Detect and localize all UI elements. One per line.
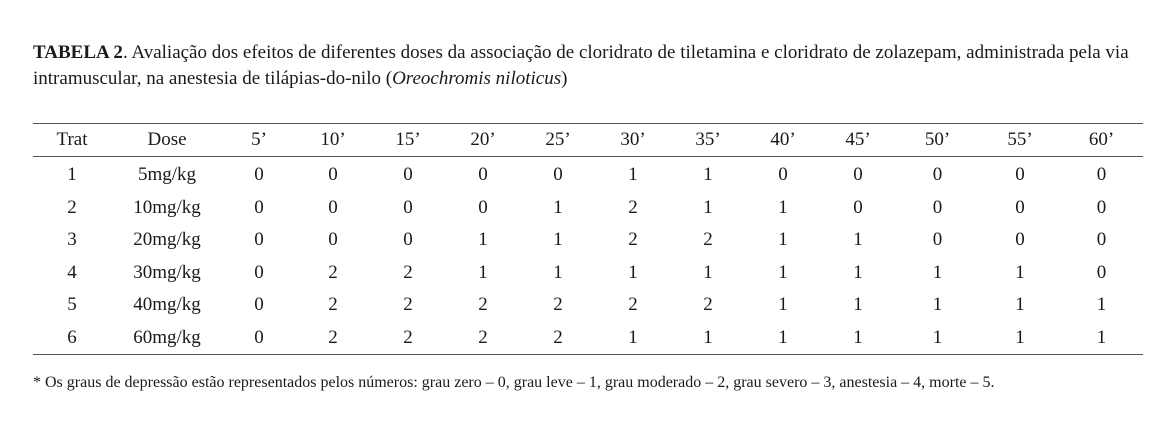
column-header: 30’ [620, 129, 646, 150]
table-cell: 1 [67, 164, 77, 186]
table-cell: 1 [1096, 326, 1107, 348]
table-cell: 0 [932, 196, 943, 218]
table-cell: 1 [628, 326, 638, 348]
column-header: 40’ [770, 129, 796, 150]
table-cell: 2 [478, 294, 488, 316]
table-cell: 0 [254, 196, 264, 218]
table-cell: 5mg/kg [137, 164, 197, 186]
table-cell: 0 [254, 229, 264, 251]
table-cell: 2 [328, 326, 338, 348]
table-cell: 2 [478, 326, 488, 348]
table-cell: 0 [1096, 196, 1107, 218]
table-caption [33, 40, 1153, 92]
data-table [33, 123, 1143, 355]
table-cell: 1 [1015, 261, 1025, 283]
table-cell: 0 [1015, 229, 1025, 251]
table-cell: 2 [703, 229, 713, 251]
table-cell: 0 [1096, 229, 1107, 251]
table-cell: 1 [853, 294, 863, 316]
column-header: 10’ [320, 129, 346, 150]
table-row [33, 224, 1143, 257]
table-cell: 0 [478, 196, 488, 218]
table-cell: 0 [328, 229, 338, 251]
table-cell: 0 [932, 164, 943, 186]
table-cell: 1 [932, 261, 943, 283]
table-cell: 2 [553, 326, 563, 348]
table-cell: 0 [1015, 164, 1025, 186]
table-cell: 0 [403, 164, 413, 186]
table-row [33, 192, 1143, 225]
table-cell: 30mg/kg [133, 261, 201, 283]
column-header: 45’ [845, 129, 871, 150]
table-cell: 0 [1096, 164, 1107, 186]
table-cell: 1 [478, 229, 488, 251]
table-cell: 5 [67, 294, 77, 316]
table-header [33, 124, 1143, 157]
table-cell: 2 [328, 294, 338, 316]
header-row [33, 124, 1143, 157]
table-cell: 0 [328, 164, 338, 186]
table-cell: 0 [553, 164, 563, 186]
table-cell: 1 [703, 196, 713, 218]
caption-text: . Avaliação dos efeitos de diferentes doses da associação de cloridrato de tiletamina e cloridrato de zolazepam, administrada pela via intramuscular, na anestesia de tilápias-do-nilo ( [33, 42, 1129, 89]
table-cell: 2 [328, 261, 338, 283]
table-cell: 1 [478, 261, 488, 283]
caption-label: TABELA 2 [33, 42, 123, 63]
column-header: 55’ [1007, 129, 1033, 150]
table-cell: 1 [778, 229, 788, 251]
table-cell: 20mg/kg [133, 229, 201, 251]
table-cell: 1 [932, 326, 943, 348]
table-cell: 40mg/kg [133, 294, 201, 316]
table-row [33, 289, 1143, 322]
table-cell: 1 [853, 261, 863, 283]
table-row [33, 257, 1143, 290]
table-cell: 2 [403, 294, 413, 316]
caption-species: Oreochromis niloticus [392, 68, 562, 89]
table-cell: 0 [932, 229, 943, 251]
footnote: * Os graus de depressão estão representados pelos números: grau zero – 0, grau leve – 1, grau moderado – 2, grau severo – 3, anestesia – 4, morte – 5. [33, 374, 995, 391]
table-cell: 1 [778, 326, 788, 348]
table-cell: 0 [478, 164, 488, 186]
table-cell: 1 [1015, 294, 1025, 316]
table-body [33, 157, 1143, 355]
column-header: 50’ [924, 129, 951, 150]
table-cell: 1 [1015, 326, 1025, 348]
table-cell: 0 [403, 196, 413, 218]
column-header: 35’ [695, 129, 721, 150]
table-row [33, 157, 1143, 192]
table-cell: 1 [853, 326, 863, 348]
column-header: 15’ [395, 129, 421, 150]
table-cell: 1 [703, 261, 713, 283]
column-header: 5’ [251, 129, 267, 150]
table-cell: 0 [254, 294, 264, 316]
table-cell: 1 [778, 261, 788, 283]
table-cell: 0 [853, 196, 863, 218]
table-cell: 10mg/kg [133, 196, 201, 218]
table-cell: 2 [67, 196, 77, 218]
column-header: Dose [147, 129, 187, 150]
table-cell: 0 [254, 261, 264, 283]
table-cell: 1 [553, 261, 563, 283]
table-cell: 1 [778, 294, 788, 316]
table-cell: 4 [67, 261, 77, 283]
column-header: Trat [56, 129, 88, 150]
table-cell: 1 [853, 229, 863, 251]
table-cell: 0 [254, 326, 264, 348]
table-cell: 2 [628, 294, 638, 316]
table-cell: 1 [553, 196, 563, 218]
table-cell: 0 [1096, 261, 1107, 283]
table-cell: 0 [853, 164, 863, 186]
table-cell: 2 [553, 294, 563, 316]
table-cell: 3 [67, 229, 77, 251]
table-cell: 1 [628, 261, 638, 283]
table-cell: 0 [254, 164, 264, 186]
table-cell: 0 [1015, 196, 1025, 218]
table-cell: 2 [403, 326, 413, 348]
caption-close: ) [561, 68, 568, 89]
table-cell: 2 [703, 294, 713, 316]
table-cell: 1 [1096, 294, 1107, 316]
table-cell: 1 [703, 326, 713, 348]
table-cell: 0 [328, 196, 338, 218]
table-cell: 0 [778, 164, 788, 186]
table-cell: 1 [778, 196, 788, 218]
table-cell: 2 [628, 229, 638, 251]
table-cell: 1 [553, 229, 563, 251]
column-header: 60’ [1088, 129, 1115, 150]
table-cell: 1 [932, 294, 943, 316]
table-cell: 0 [403, 229, 413, 251]
table-cell: 1 [703, 164, 713, 186]
table-cell: 1 [628, 164, 638, 186]
table-cell: 60mg/kg [133, 326, 201, 348]
column-header: 25’ [545, 129, 571, 150]
table-cell: 6 [67, 326, 77, 348]
table-cell: 2 [628, 196, 638, 218]
table-cell: 2 [403, 261, 413, 283]
column-header: 20’ [470, 129, 496, 150]
table-row [33, 322, 1143, 355]
